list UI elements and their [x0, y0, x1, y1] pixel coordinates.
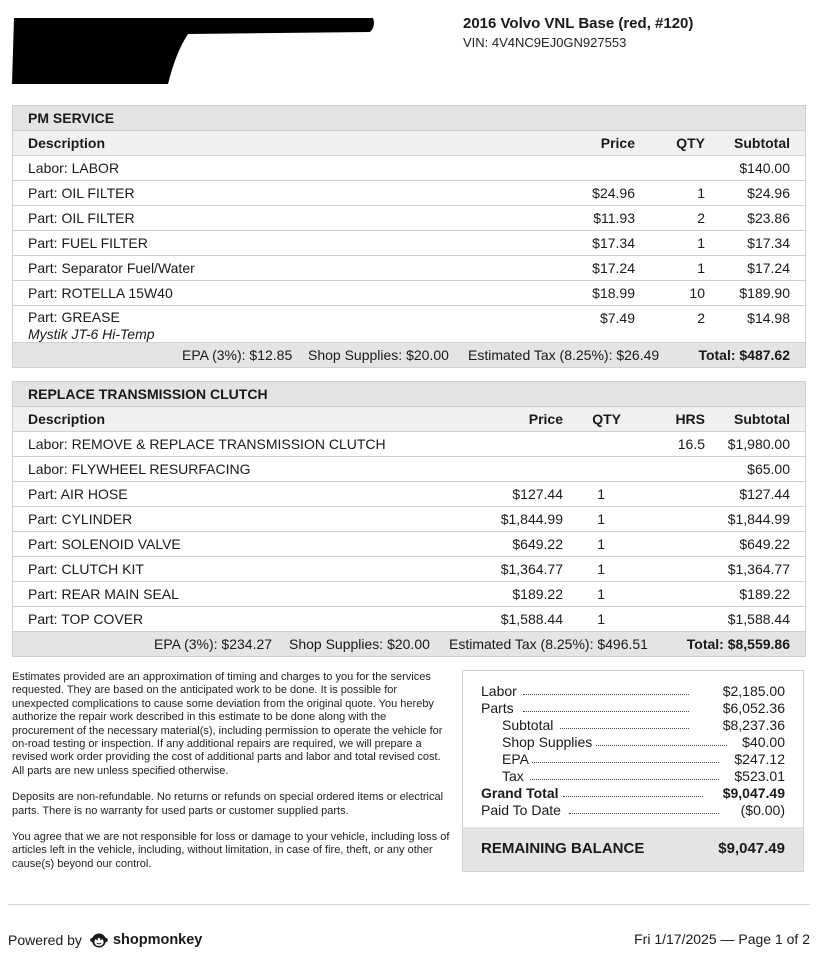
item-subtotal: $14.98: [705, 306, 805, 343]
item-subtotal: $649.22: [705, 532, 805, 557]
col-description: Description: [13, 407, 443, 432]
shop-supplies-fee: Shop Supplies: $20.00: [308, 347, 449, 363]
col-qty: QTY: [635, 131, 705, 156]
line-items-table: [13, 130, 805, 342]
item-qty: 1: [563, 607, 635, 632]
item-price: $1,844.99: [443, 507, 563, 532]
totals-row-subtotal: [502, 717, 785, 734]
item-qty: [563, 457, 635, 482]
section-total: Total: $8,559.86: [686, 636, 790, 652]
item-hrs: [635, 557, 705, 582]
item-price: $1,588.44: [443, 607, 563, 632]
totals-row-paid-to-date: [481, 802, 785, 819]
item-qty: 1: [563, 582, 635, 607]
totals-label: Tax: [502, 768, 524, 784]
brand-name: shopmonkey: [112, 932, 203, 948]
refund-policy: Deposits are non-refundable. No returns or refunds on special ordered items or electrical parts. There is no warranty for used parts or customer supplied parts.: [12, 791, 444, 817]
item-price: $24.96: [443, 181, 635, 206]
totals-value: ($0.00): [740, 802, 785, 818]
item-price: $189.22: [443, 582, 563, 607]
section-title: PM SERVICE: [13, 106, 805, 130]
totals-label: Labor: [481, 683, 517, 699]
item-price: [443, 457, 563, 482]
item-qty: 1: [635, 231, 705, 256]
totals-row-labor: [481, 683, 785, 700]
table-row: [13, 532, 805, 557]
estimate-disclaimer: Estimates provided are an approximation of timing and charges to you for the services requested. They are based on the anticipated work to be done. It is possible for unexpected complications to cause some deviation from the original quote. You hereby authorize the repair work described in this estimate to be done along with the procurement of the necessary material(s), including permission to operate the vehicle for on-road testing or inspection. If any additional repairs are required, we will prepare a revised work order providing the cost of additional parts and labor and total revised cost. All parts are new unless specified otherwise.: [12, 671, 443, 777]
item-subtotal: $1,980.00: [705, 432, 805, 457]
table-row: [13, 306, 805, 343]
remaining-balance: [463, 827, 803, 871]
item-description: Labor: REMOVE & REPLACE TRANSMISSION CLUTCH: [13, 432, 443, 457]
item-subtotal: $1,844.99: [705, 507, 805, 532]
powered-by-text: Powered by: [8, 932, 82, 948]
disclaimer: [12, 671, 450, 884]
item-subtotal: $189.90: [705, 281, 805, 306]
section-title: REPLACE TRANSMISSION CLUTCH: [13, 382, 805, 406]
col-price: Price: [443, 131, 635, 156]
item-description: Part: CYLINDER: [13, 507, 443, 532]
table-row: [13, 507, 805, 532]
totals-row-grand-total: [481, 785, 785, 802]
item-description-cell: [13, 306, 443, 343]
table-row: [13, 582, 805, 607]
item-subtotal: $1,588.44: [705, 607, 805, 632]
estimated-tax: Estimated Tax (8.25%): $496.51: [449, 636, 648, 652]
line-items-table: [13, 406, 805, 631]
vehicle-info: [463, 14, 693, 52]
item-subtotal: $140.00: [705, 156, 805, 181]
totals-label: EPA: [502, 751, 529, 767]
item-description: Part: GREASE: [28, 309, 120, 325]
col-description: Description: [13, 131, 443, 156]
table-row: [13, 482, 805, 507]
item-hrs: 16.5: [635, 432, 705, 457]
remaining-balance-value: $9,047.49: [718, 840, 785, 857]
item-description: Part: Separator Fuel/Water: [13, 256, 443, 281]
totals-box: [462, 670, 804, 872]
totals-value: $523.01: [734, 768, 785, 784]
item-subtotal: $127.44: [705, 482, 805, 507]
redacted-block: [8, 12, 376, 88]
col-hrs: HRS: [635, 407, 705, 432]
table-row: [13, 281, 805, 306]
item-price: $17.34: [443, 231, 635, 256]
item-description: Labor: LABOR: [13, 156, 443, 181]
estimated-tax: Estimated Tax (8.25%): $26.49: [468, 347, 660, 363]
item-qty: 2: [635, 306, 705, 343]
item-price: $18.99: [443, 281, 635, 306]
item-price: [443, 432, 563, 457]
item-qty: [635, 156, 705, 181]
totals-label: Subtotal: [502, 717, 554, 733]
item-qty: 10: [635, 281, 705, 306]
item-description: Part: CLUTCH KIT: [13, 557, 443, 582]
table-row: [13, 432, 805, 457]
monkey-logo-icon: [90, 931, 108, 949]
item-subtotal: $189.22: [705, 582, 805, 607]
totals-value: $8,237.36: [722, 717, 785, 733]
shop-supplies-fee: Shop Supplies: $20.00: [289, 636, 430, 652]
item-description: Part: SOLENOID VALVE: [13, 532, 443, 557]
vehicle-title: 2016 Volvo VNL Base (red, #120): [463, 15, 694, 32]
item-subtotal: $24.96: [705, 181, 805, 206]
table-row: [13, 231, 805, 256]
col-price: Price: [443, 407, 563, 432]
footer-divider: [8, 904, 810, 905]
page-info: Fri 1/17/2025 — Page 1 of 2: [634, 931, 810, 947]
item-hrs: [635, 507, 705, 532]
item-subtotal: $17.34: [705, 231, 805, 256]
item-note: Mystik JT-6 Hi-Temp: [28, 326, 155, 342]
table-row: [13, 181, 805, 206]
epa-fee: EPA (3%): $12.85: [182, 347, 293, 363]
item-subtotal: $23.86: [705, 206, 805, 231]
item-price: $1,364.77: [443, 557, 563, 582]
item-price: $7.49: [443, 306, 635, 343]
table-header-row: [13, 407, 805, 432]
col-subtotal: Subtotal: [705, 407, 805, 432]
item-price: $11.93: [443, 206, 635, 231]
col-subtotal: Subtotal: [705, 131, 805, 156]
section-summary: [13, 342, 805, 367]
item-description: Part: AIR HOSE: [13, 482, 443, 507]
item-description: Part: ROTELLA 15W40: [13, 281, 443, 306]
item-qty: 1: [563, 557, 635, 582]
item-price: $127.44: [443, 482, 563, 507]
totals-row-shop-supplies: [502, 734, 785, 751]
table-row: [13, 156, 805, 181]
item-qty: 1: [635, 181, 705, 206]
item-qty: 1: [635, 256, 705, 281]
totals-value: $9,047.49: [722, 785, 785, 801]
item-qty: [563, 432, 635, 457]
totals-label: Parts: [481, 700, 514, 716]
table-row: [13, 256, 805, 281]
item-subtotal: $1,364.77: [705, 557, 805, 582]
item-hrs: [635, 482, 705, 507]
section-transmission-clutch: [12, 381, 806, 657]
vehicle-vin: VIN: 4V4NC9EJ0GN927553: [463, 35, 627, 50]
table-row: [13, 557, 805, 582]
totals-row-epa: [502, 751, 785, 768]
item-hrs: [635, 582, 705, 607]
section-summary: [13, 631, 805, 656]
item-subtotal: $65.00: [705, 457, 805, 482]
item-hrs: [635, 532, 705, 557]
section-total: Total: $487.62: [698, 347, 790, 363]
totals-value: $2,185.00: [722, 683, 785, 699]
item-qty: 1: [563, 482, 635, 507]
item-hrs: [635, 457, 705, 482]
totals-row-parts: [481, 700, 785, 717]
table-row: [13, 607, 805, 632]
item-description: Labor: FLYWHEEL RESURFACING: [13, 457, 443, 482]
table-row: [13, 457, 805, 482]
item-qty: 1: [563, 507, 635, 532]
item-price: $17.24: [443, 256, 635, 281]
epa-fee: EPA (3%): $234.27: [154, 636, 273, 652]
item-qty: 2: [635, 206, 705, 231]
item-price: $649.22: [443, 532, 563, 557]
table-header-row: [13, 131, 805, 156]
item-subtotal: $17.24: [705, 256, 805, 281]
totals-value: $40.00: [742, 734, 785, 750]
item-qty: 1: [563, 532, 635, 557]
powered-by: [8, 931, 202, 949]
totals-value: $247.12: [734, 751, 785, 767]
totals-label: Grand Total: [481, 785, 559, 801]
col-qty: QTY: [563, 407, 635, 432]
totals-label: Shop Supplies: [502, 734, 593, 750]
item-price: [443, 156, 635, 181]
item-description: Part: TOP COVER: [13, 607, 443, 632]
item-description: Part: REAR MAIN SEAL: [13, 582, 443, 607]
section-pm-service: [12, 105, 806, 368]
item-description: Part: OIL FILTER: [13, 181, 443, 206]
remaining-balance-label: REMAINING BALANCE: [481, 840, 645, 857]
item-hrs: [635, 607, 705, 632]
item-description: Part: FUEL FILTER: [13, 231, 443, 256]
totals-value: $6,052.36: [722, 700, 785, 716]
liability-disclaimer: You agree that we are not responsible for loss or damage to your vehicle, including loss of articles left in the vehicle, including, without limitation, in case of fire, theft, or any other cause(s) beyond our control.: [12, 831, 450, 870]
totals-label: Paid To Date: [481, 802, 561, 818]
item-description: Part: OIL FILTER: [13, 206, 443, 231]
table-row: [13, 206, 805, 231]
totals-row-tax: [502, 768, 785, 785]
